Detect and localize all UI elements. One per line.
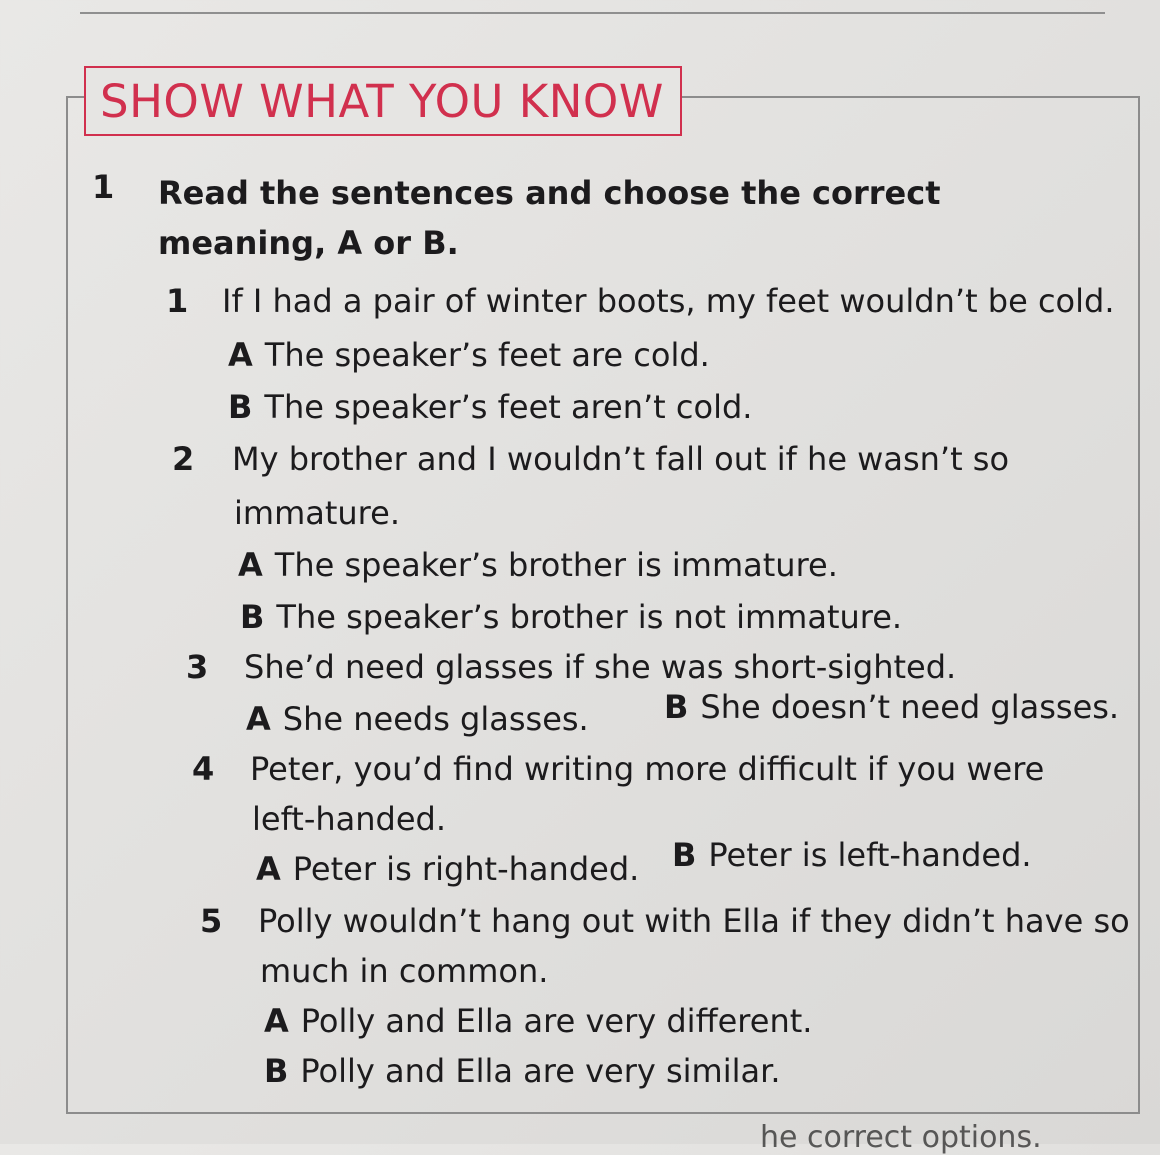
item-number: 3 — [186, 648, 209, 686]
item-5-sentence-cont: much in common. — [260, 952, 549, 990]
item-2-option-a[interactable] — [238, 544, 838, 586]
option-text: She needs glasses. — [282, 700, 589, 738]
option-text: The speaker’s brother is not immature. — [276, 598, 903, 636]
item-4-option-b[interactable] — [672, 834, 1032, 876]
item-2-sentence-line — [172, 438, 1009, 480]
option-text: She doesn’t need glasses. — [700, 688, 1120, 726]
item-number: 1 — [166, 282, 189, 320]
option-text: Polly and Ella are very similar. — [300, 1052, 781, 1090]
exercise-number: 1 — [92, 168, 115, 206]
option-letter: B — [672, 836, 697, 874]
option-letter: B — [228, 388, 253, 426]
item-4-option-a[interactable] — [256, 848, 639, 890]
option-letter: A — [238, 546, 263, 584]
option-letter: A — [228, 336, 253, 374]
exercise-instruction: Read the sentences and choose the correct meaning, A or B. — [158, 174, 941, 262]
item-1-option-a[interactable] — [228, 334, 710, 376]
item-sentence: If I had a pair of winter boots, my feet wouldn’t be cold. — [222, 282, 1115, 320]
item-2-option-b[interactable] — [240, 596, 902, 638]
section-header-wrap — [84, 66, 682, 136]
option-letter: A — [246, 700, 271, 738]
option-letter: B — [664, 688, 689, 726]
option-letter: A — [264, 1002, 289, 1040]
option-text: Peter is left-handed. — [708, 836, 1032, 874]
option-letter: B — [264, 1052, 289, 1090]
item-number: 2 — [172, 440, 195, 478]
item-5-sentence-line — [200, 900, 1130, 942]
top-rule — [80, 12, 1105, 14]
item-sentence: Polly wouldn’t hang out with Ella if they didn’t have so — [258, 902, 1130, 940]
item-sentence: Peter, you’d find writing more difficult if you were — [250, 750, 1045, 788]
item-5-option-b[interactable] — [264, 1050, 781, 1092]
item-number: 5 — [200, 902, 223, 940]
option-letter: B — [240, 598, 265, 636]
item-2-sentence-cont: immature. — [234, 494, 400, 532]
item-5-option-a[interactable] — [264, 1000, 812, 1042]
item-1-sentence-line — [166, 280, 1115, 322]
item-4-sentence-line — [192, 748, 1044, 790]
next-exercise-fragment: he correct options. — [760, 1120, 1042, 1155]
item-3-sentence-line — [186, 646, 956, 688]
item-sentence: My brother and I wouldn’t fall out if he wasn’t so — [232, 440, 1010, 478]
item-number: 4 — [192, 750, 215, 788]
section-header: SHOW WHAT YOU KNOW — [84, 66, 682, 136]
option-text: The speaker’s brother is immature. — [274, 546, 838, 584]
option-text: The speaker’s feet aren’t cold. — [264, 388, 753, 426]
item-sentence: She’d need glasses if she was short-sighted. — [244, 648, 957, 686]
item-3-option-a[interactable] — [246, 698, 589, 740]
item-4-sentence-cont: left-handed. — [252, 800, 447, 838]
option-letter: A — [256, 850, 281, 888]
item-3-option-b[interactable] — [664, 686, 1119, 728]
option-text: Polly and Ella are very different. — [300, 1002, 813, 1040]
item-1-option-b[interactable] — [228, 386, 752, 428]
option-text: The speaker’s feet are cold. — [264, 336, 710, 374]
option-text: Peter is right-handed. — [292, 850, 640, 888]
